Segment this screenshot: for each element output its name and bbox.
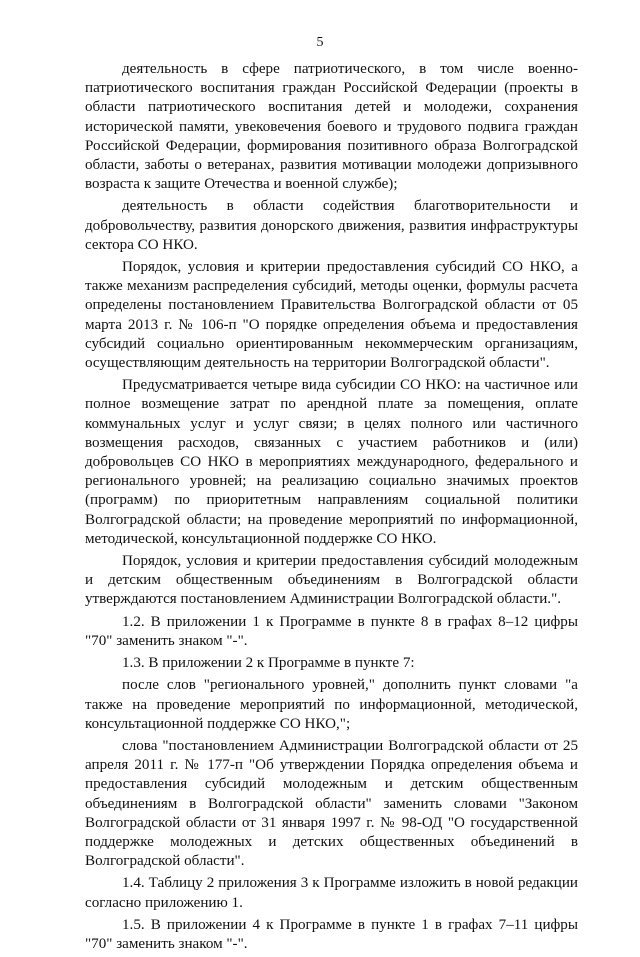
paragraph: 1.2. В приложении 1 к Программе в пункте 8 в графах 8–12 цифры "70" заменить знаком "-".: [85, 613, 578, 649]
paragraph: деятельность в области содействия благотворительности и добровольчеству, развития донорского движения, развития инфраструктуры сектора СО НКО.: [85, 198, 578, 253]
paragraph: деятельность в сфере патриотического, в том числе военно-патриотического воспитания граждан Российской Федерации (проекты в области патриотического воспитания детей и молодежи, сохранения исторической памяти, увековечения боевого и трудового подвига граждан Российской Федерации, формирования позитивного образа Волгоградской области, заботы о ветеранах, развития мотивации молодежи допризывного возраста к защите Отечества и военной службе);: [85, 61, 578, 193]
paragraph: Порядок, условия и критерии предоставления субсидий СО НКО, а также механизм распределения субсидий, методы оценки, формулы расчета определены постановлением Правительства Волгоградской области от 05 марта 2013 г. № 106-п "О порядке определения объема и предоставления субсидий социально ориентированным некоммерческим организациям, осуществляющим деятельность на территории Волгоградской области".: [85, 259, 578, 372]
paragraph: Предусматривается четыре вида субсидии СО НКО: на частичное или полное возмещение затрат по арендной плате за помещения, оплате коммунальных услуг и услуг связи; в целях полного или частичного возмещения расходов, связанных с участием работников и (или) добровольцев СО НКО в мероприятиях международного, федерального и регионального уровней; на реализацию социально значимых проектов (программ) по приоритетным направлениям социальной политики Волгоградской области; на проведение мероприятий по информационной, методической, консультационной поддержке СО НКО.: [85, 377, 578, 547]
paragraph: 1.3. В приложении 2 к Программе в пункте 7:: [122, 655, 415, 672]
paragraph: слова "постановлением Администрации Волгоградской области от 25 апреля 2011 г. № 177-п "Об утверждении Порядка определения объема и предоставления субсидий молодежным и детским общественным объединениям в Волгоградской области" заменить словами "Законом Волгоградской области от 31 января 1997 г. № 98-ОД "О государственной поддержке молодежных и детских общественных объединений в Волгоградской области".: [85, 737, 578, 870]
paragraph: Порядок, условия и критерии предоставления субсидий молодежным и детским общественным объединениям в Волгоградской области утверждаются постановлением Администрации Волгоградской области.".: [85, 553, 578, 608]
paragraph: после слов "регионального уровней," дополнить пункт словами "а также на проведение мероприятий по информационной, методической, консультационной поддержке СО НКО,";: [85, 677, 578, 732]
paragraph: 1.5. В приложении 4 к Программе в пункте 1 в графах 7–11 цифры "70" заменить знаком "-".: [85, 916, 578, 952]
document-body: [85, 60, 578, 957]
paragraph: 1.4. Таблицу 2 приложения 3 к Программе изложить в новой редакции согласно приложению 1.: [85, 875, 578, 911]
page-number: 5: [316, 35, 324, 50]
